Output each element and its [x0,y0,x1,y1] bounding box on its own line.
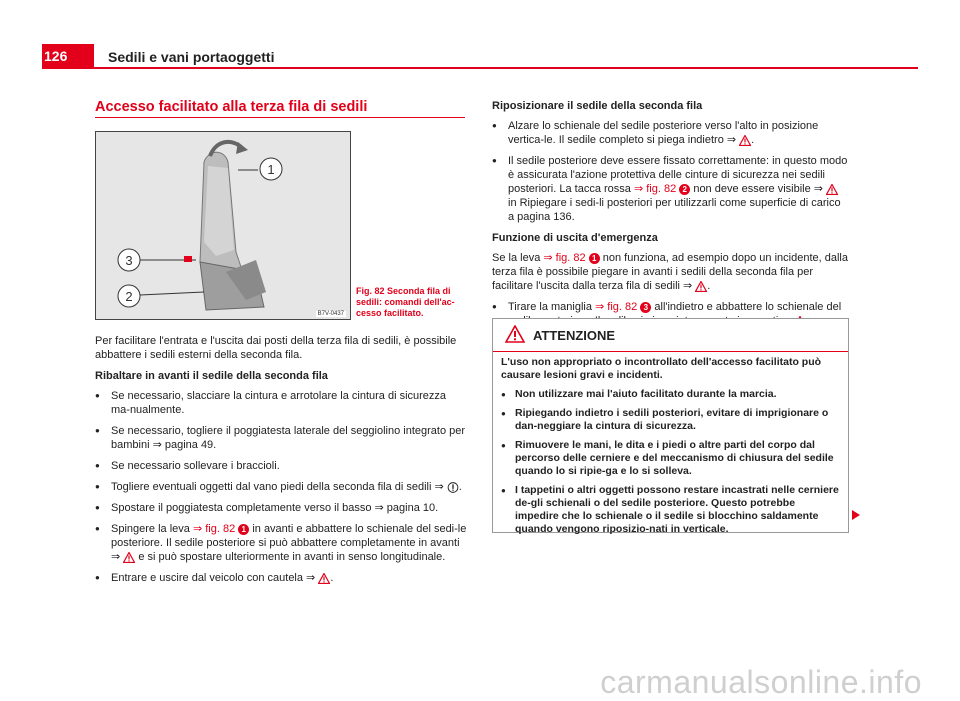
list-item: ● Se necessario, togliere il poggiatesta laterale del seggiolino integrato per bambini ⇒ pagina 49. [95,424,467,452]
list-item: ● Spostare il poggiatesta completamente verso il basso ⇒ pagina 10. [95,501,467,515]
list-item: ● Se necessario sollevare i braccioli. [95,459,467,473]
list-item: ● Spingere la leva ⇒ fig. 82 1 in avanti e abbattere lo schienale del sedi-le posteriore. Il sedile posteriore si può abbattere completamente in avanti ⇒ e si può spostare ulteriormente in avanti in senso longitudinale. [95,522,467,564]
figure-caption [356,286,466,318]
header-rule [42,67,918,69]
intro-paragraph: Per facilitare l'entrata e l'uscita dai posti della terza fila di sedili, è possibile abbattere i sedili esterni della seconda fila. [95,335,457,361]
callout-number-badge: 1 [238,524,249,535]
warning-triangle-icon [739,135,751,146]
left-subheading: Ribaltare in avanti il sedile della seconda fila [95,370,328,382]
figure-caption-text: Seconda fila di sedili: comandi dell'ac-cesso facilitato. [356,286,455,318]
figure-code: B7V-0437 [317,311,344,317]
callout-3 [118,249,140,271]
seat-figure [95,131,351,320]
callout-number-badge: 3 [640,302,651,313]
list-item: ● Tirare la maniglia ⇒ fig. 82 3 all'indietro e abbattere lo schienale del [492,300,848,328]
list-item: ● Rimuovere le mani, le dita e i piedi o altre parti del corpo dal percorso delle cerniere e del meccanismo di chiusura del sedile quando lo si ripie-ga e lo si solleva. [501,439,840,478]
svg-text:1: 1 [267,162,275,177]
warning-box [492,318,849,533]
seat-illustration [96,132,350,319]
section-rule [95,117,465,118]
warning-triangle-icon [123,552,135,563]
figure-reference-link[interactable]: ⇒ fig. 82 [543,252,586,264]
right-column [492,99,848,335]
warning-triangle-icon [826,184,838,195]
warning-triangle-icon [505,325,525,343]
figure-reference-link[interactable]: ⇒ fig. 82 [633,183,677,195]
warning-intro: L'uso non appropriato o incontrollato dell'accesso facilitato può causare lesioni gravi e incidenti. [501,356,822,381]
list-item: ● I tappetini o altri oggetti possono restare incastrati nelle cerniere de-gli schienali o del sedile posteriore. Questo potrebbe impedire che lo schienale o il sedile si blocchino saldamente quando vengono riposizio-nati in verticale. [501,484,840,536]
right-subheading-2: Funzione di uscita d'emergenza [492,232,658,244]
list-item: ● Alzare lo schienale del sedile posteriore verso l'alto in posizione vertica-le. Il sedile completo si piega indietro ⇒ . [492,119,848,147]
figure-reference-link[interactable]: ⇒ fig. 82 [192,523,236,535]
svg-text:3: 3 [125,253,133,268]
callout-number-badge: 2 [679,184,690,195]
warning-triangle-icon [318,573,330,584]
warning-title: ATTENZIONE [533,328,616,343]
list-item: ● Se necessario, slacciare la cintura e arrotolare la cintura di sicurezza ma-nualmente. [95,389,467,417]
warning-body [493,352,848,546]
watermark: carmanualsonline.info [600,664,922,700]
figure-caption-id: Fig. 82 [356,286,385,296]
red-notch [184,256,192,262]
figure-reference-link[interactable]: ⇒ fig. 82 [595,301,638,313]
page-number: 126 [42,44,94,68]
continue-arrow-icon [852,510,860,520]
warning-header [493,319,848,352]
list-item: ● Non utilizzare mai l'aiuto facilitato durante la marcia. [501,388,840,401]
list-item: ● Entrare e uscire dal veicolo con cautela ⇒ . [95,571,467,585]
callout-1 [260,158,282,180]
emergency-paragraph: Se la leva ⇒ fig. 82 1 non funziona, ad esempio dopo un incidente, dalla terza fila è possibile piegare in avanti i sedili della seconda fila per facilitare l'uscita dalla terza fila di sedili ⇒ . [492,252,848,292]
section-title: Accesso facilitato alla terza fila di sedili [95,99,368,115]
chapter-title: Sedili e vani portaoggetti [108,49,275,65]
callout-number-badge: 1 [589,253,600,264]
svg-text:2: 2 [125,289,133,304]
list-item: ● Togliere eventuali oggetti dal vano piedi della seconda fila di sedili ⇒ . [95,480,467,494]
info-icon [447,482,459,493]
list-item: ● Ripiegando indietro i sedili posteriori, evitare di imprigionare o dan-neggiare la cintura di sicurezza. [501,407,840,433]
right-subheading-1: Riposizionare il sedile della seconda fila [492,100,703,112]
callout-2 [118,285,140,307]
warning-triangle-icon [695,281,707,292]
left-column [95,334,467,592]
list-item: ● Il sedile posteriore deve essere fissato correttamente: in questo modo è assicurata l'azione protettiva delle cinture di sicurezza nei sedili posteriori. La tacca rossa ⇒ fig. 82 2 non deve essere visibile ⇒ in Ripiegare i sedi-li posteriori per utilizzarli come superficie di carico a pagina 136. [492,154,848,224]
